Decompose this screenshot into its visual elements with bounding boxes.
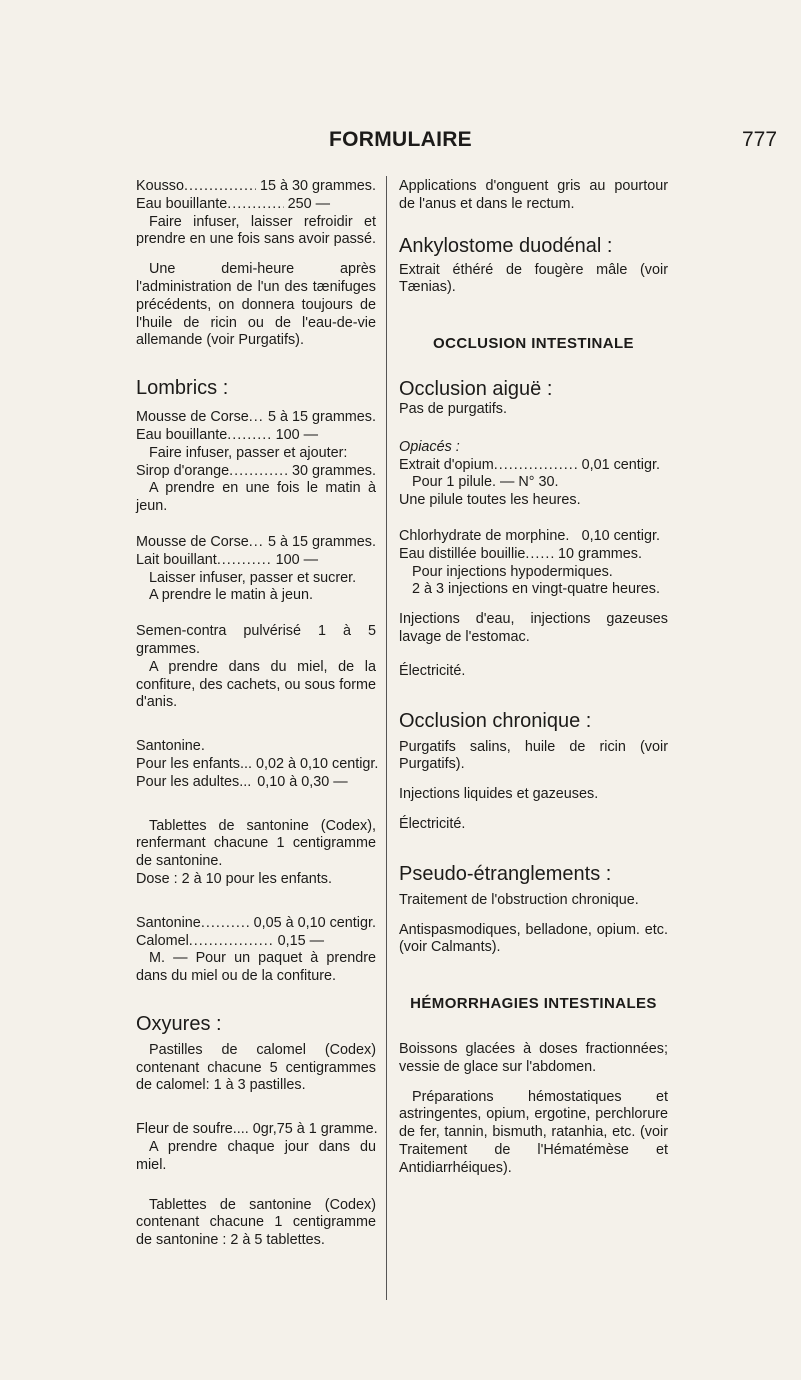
instruction: A prendre en une fois le matin à jeun.: [136, 480, 376, 515]
instruction: Faire infuser, laisser refroidir et prendre en une fois sans avoir passé.: [136, 213, 376, 248]
paragraph: Tablettes de santonine (Codex) contenant chacune 1 centigramme de santonine : 2 à 5 tablettes.: [136, 1196, 376, 1249]
formula-line: Eau distillée bouillie ..... 10 grammes.: [399, 546, 668, 564]
instruction: A prendre dans du miel, de la confiture, des cachets, ou sous forme d'anis.: [136, 658, 376, 711]
paragraph: Une demi-heure après l'administration de l'un des tænifuges précédents, on donnera toujours de l'huile de ricin ou de l'eau-de-vie allemande (voir Purgatifs).: [136, 261, 376, 349]
page-number: 777: [742, 128, 778, 151]
section-title-occlusion-aigue: Occlusion aiguë :: [399, 377, 553, 400]
left-column: [136, 178, 379, 1250]
formula-line: Pour les enfants... 0,02 à 0,10 centigr.: [136, 755, 379, 772]
paragraph: Électricité.: [399, 815, 466, 832]
section-title-pseudo-etranglements: Pseudo-étranglements :: [399, 862, 612, 885]
paragraph: Applications d'onguent gris au pourtour de l'anus et dans le rectum.: [399, 178, 668, 212]
page-title: FORMULAIRE: [329, 128, 472, 151]
formula-line: Santonine.: [136, 738, 205, 755]
paragraph: Pastilles de calomel (Codex) contenant chacune 5 centigrammes de calomel: 1 à 3 pastilles.: [136, 1041, 376, 1094]
paragraph: Tablettes de santonine (Codex), renfermant chacune 1 centigramme de santonine.: [136, 817, 376, 870]
formula-line: Semen-contra pulvérisé 1 à 5 grammes.: [136, 623, 376, 657]
formula-line: Extrait d'opium ..... 0,01 centigr.: [399, 457, 668, 475]
formula-line: Mousse de Corse ..... 5 à 15 grammes.: [136, 409, 376, 427]
instruction: M. — Pour un paquet à prendre dans du miel ou de la confiture.: [136, 950, 376, 985]
instruction: Faire infuser, passer et ajouter:: [149, 444, 348, 461]
paragraph: Préparations hémostatiques et astringentes, opium, ergotine, perchlorure de fer, tannin, bismuth, ratanhia, etc. (voir Traitement de l'Hématémèse et Antidiarrhéiques).: [399, 1088, 668, 1176]
subheading-opiaces: Opiacés :: [399, 438, 460, 455]
instruction: 2 à 3 injections en vingt-quatre heures.: [412, 581, 660, 598]
paragraph: Pas de purgatifs.: [399, 400, 507, 417]
paragraph: Injections liquides et gazeuses.: [399, 786, 599, 803]
formula-line: Sirop d'orange ..... 30 grammes.: [136, 463, 376, 481]
instruction: A prendre chaque jour dans du miel.: [136, 1139, 376, 1173]
paragraph: Antispasmodiques, belladone, opium. etc. (voir Calmants).: [399, 921, 668, 956]
right-column: [399, 178, 668, 1178]
heading-occlusion: OCCLUSION INTESTINALE: [433, 335, 634, 353]
formula-line: Mousse de Corse ..... 5 à 15 grammes.: [136, 534, 376, 552]
formula-line: Pour les adultes... 0,10 à 0,30 —: [136, 773, 348, 790]
paragraph: Purgatifs salins, huile de ricin (voir Purgatifs).: [399, 738, 668, 773]
formula-line: Kousso ..... 15 à 30 grammes.: [136, 178, 376, 196]
instruction: Laisser infuser, passer et sucrer.: [149, 569, 357, 586]
section-title-lombrics: Lombrics :: [136, 377, 229, 400]
section-title-oxyures: Oxyures :: [136, 1012, 222, 1035]
instruction: A prendre le matin à jeun.: [149, 587, 313, 604]
paragraph: Injections d'eau, injections gazeuses lavage de l'estomac.: [399, 611, 668, 645]
instruction: Dose : 2 à 10 pour les enfants.: [136, 870, 332, 887]
formula-line: Calomel ..... 0,15 —: [136, 933, 376, 951]
formula-line: Chlorhydrate de morphine. 0,10 centigr.: [399, 527, 660, 544]
instruction: Pour 1 pilule. — N° 30.: [412, 474, 559, 491]
paragraph: Traitement de l'obstruction chronique.: [399, 891, 639, 908]
paragraph: Boissons glacées à doses fractionnées; vessie de glace sur l'abdomen.: [399, 1040, 668, 1075]
section-title-ankylostome: Ankylostome duodénal :: [399, 234, 613, 257]
section-title-occlusion-chronique: Occlusion chronique :: [399, 709, 592, 732]
instruction: Pour injections hypodermiques.: [412, 563, 613, 580]
instruction: Une pilule toutes les heures.: [399, 492, 581, 509]
formula-line: Santonine ..... 0,05 à 0,10 centigr.: [136, 915, 376, 933]
heading-hemorragies: HÉMORRHAGIES INTESTINALES: [410, 995, 657, 1013]
formula-line: Lait bouillant ..... 100 —: [136, 552, 376, 570]
paragraph: Extrait éthéré de fougère mâle (voir Tænias).: [399, 261, 668, 296]
formula-line: Fleur de soufre.... 0gr,75 à 1 gramme.: [136, 1121, 378, 1138]
formula-line: Eau bouillante ..... 100 —: [136, 427, 376, 445]
paragraph: Électricité.: [399, 662, 466, 679]
column-divider: [386, 176, 387, 1300]
formula-line: Eau bouillante ..... 250 —: [136, 196, 376, 214]
